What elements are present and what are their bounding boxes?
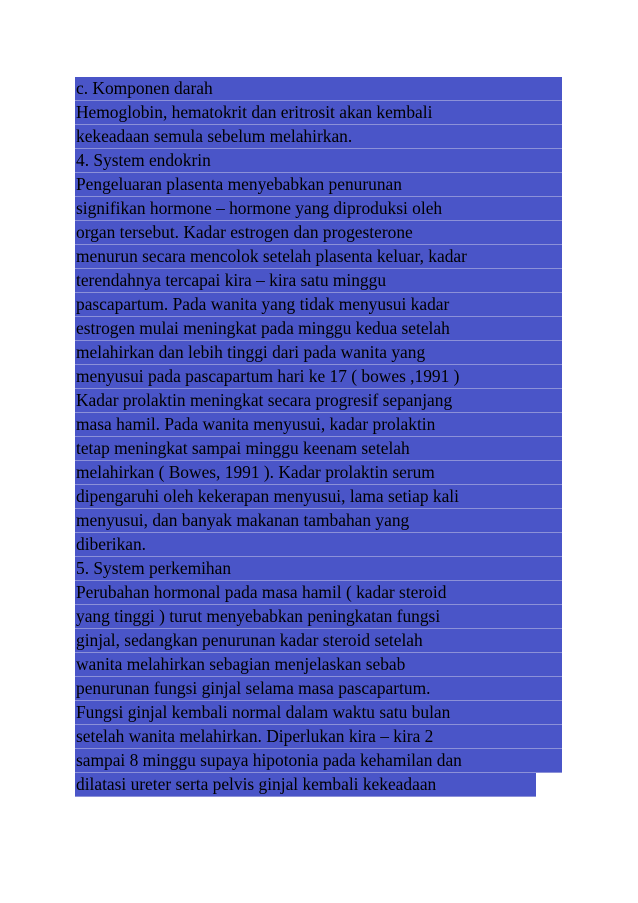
text-line: dilatasi ureter serta pelvis ginjal kembali kekeadaan bbox=[75, 773, 536, 797]
text-line: organ tersebut. Kadar estrogen dan progesterone bbox=[75, 221, 562, 245]
text-line: estrogen mulai meningkat pada minggu kedua setelah bbox=[75, 317, 562, 341]
text-line: menurun secara mencolok setelah plasenta keluar, kadar bbox=[75, 245, 562, 269]
text-line: Hemoglobin, hematokrit dan eritrosit akan kembali bbox=[75, 101, 562, 125]
text-line: melahirkan ( Bowes, 1991 ). Kadar prolaktin serum bbox=[75, 461, 562, 485]
text-line: terendahnya tercapai kira – kira satu minggu bbox=[75, 269, 562, 293]
text-line: melahirkan dan lebih tinggi dari pada wanita yang bbox=[75, 341, 562, 365]
text-line: sampai 8 minggu supaya hipotonia pada kehamilan dan bbox=[75, 749, 562, 773]
text-line: Fungsi ginjal kembali normal dalam waktu satu bulan bbox=[75, 701, 562, 725]
text-line: tetap meningkat sampai minggu keenam setelah bbox=[75, 437, 562, 461]
text-line: setelah wanita melahirkan. Diperlukan kira – kira 2 bbox=[75, 725, 562, 749]
text-line: 4. System endokrin bbox=[75, 149, 562, 173]
text-line: 5. System perkemihan bbox=[75, 557, 562, 581]
text-line: masa hamil. Pada wanita menyusui, kadar prolaktin bbox=[75, 413, 562, 437]
text-line: pascapartum. Pada wanita yang tidak menyusui kadar bbox=[75, 293, 562, 317]
text-line: yang tinggi ) turut menyebabkan peningkatan fungsi bbox=[75, 605, 562, 629]
text-block bbox=[75, 77, 562, 797]
text-line: kekeadaan semula sebelum melahirkan. bbox=[75, 125, 562, 149]
text-line: menyusui, dan banyak makanan tambahan yang bbox=[75, 509, 562, 533]
text-line: menyusui pada pascapartum hari ke 17 ( bowes ,1991 ) bbox=[75, 365, 562, 389]
text-line: Pengeluaran plasenta menyebabkan penurunan bbox=[75, 173, 562, 197]
text-line: Perubahan hormonal pada masa hamil ( kadar steroid bbox=[75, 581, 562, 605]
text-line: ginjal, sedangkan penurunan kadar steroid setelah bbox=[75, 629, 562, 653]
text-line: wanita melahirkan sebagian menjelaskan sebab bbox=[75, 653, 562, 677]
text-line: Kadar prolaktin meningkat secara progresif sepanjang bbox=[75, 389, 562, 413]
text-line: diberikan. bbox=[75, 533, 562, 557]
text-line: signifikan hormone – hormone yang diproduksi oleh bbox=[75, 197, 562, 221]
text-line: dipengaruhi oleh kekerapan menyusui, lama setiap kali bbox=[75, 485, 562, 509]
text-line: penurunan fungsi ginjal selama masa pascapartum. bbox=[75, 677, 562, 701]
text-line: c. Komponen darah bbox=[75, 77, 562, 101]
